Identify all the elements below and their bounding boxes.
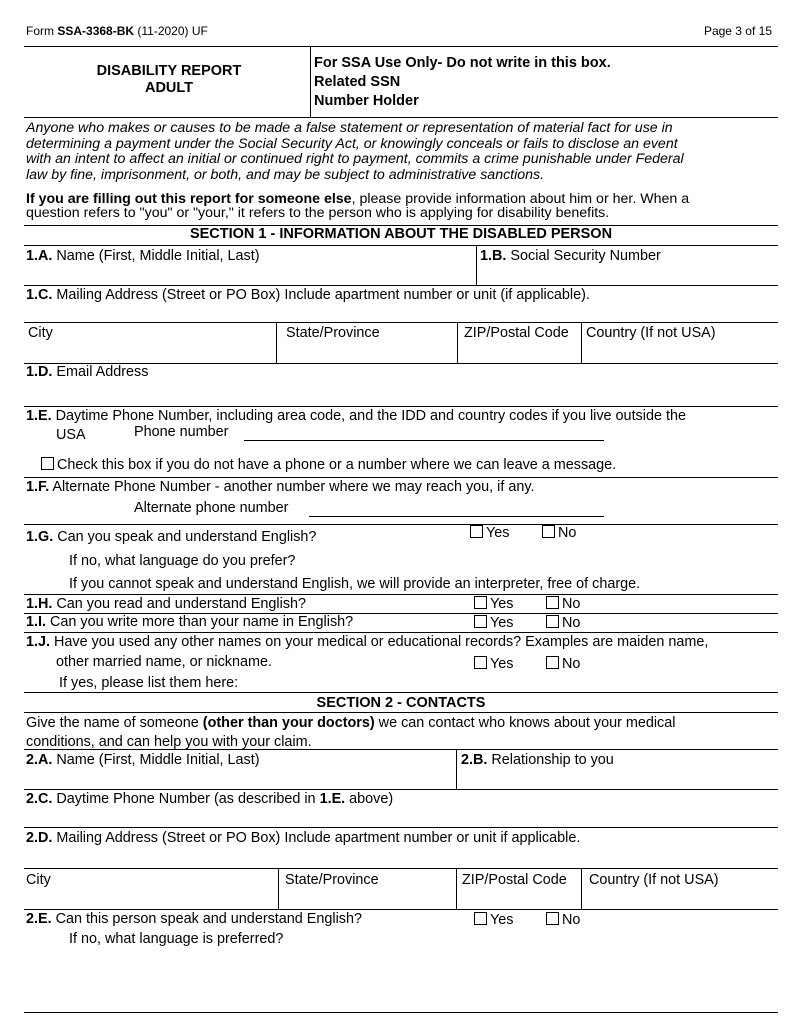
divider xyxy=(581,868,582,909)
relationship-input[interactable] xyxy=(462,770,776,788)
contact-language-input[interactable] xyxy=(314,931,768,949)
q1g-no-checkbox[interactable] xyxy=(542,525,555,538)
email-input[interactable] xyxy=(28,384,772,402)
q1g-yes-checkbox[interactable] xyxy=(470,525,483,538)
ssn-input[interactable] xyxy=(482,266,776,284)
contact-city-label: City xyxy=(26,872,51,888)
phone-number-input[interactable] xyxy=(246,424,606,441)
divider xyxy=(24,524,778,525)
q1j-line2: other married name, or nickname. xyxy=(56,654,272,670)
q2e-language-label: If no, what language is preferred? xyxy=(69,931,284,947)
q1d-label: 1.D. Email Address xyxy=(26,364,149,380)
q1g-no-option: No xyxy=(542,525,576,542)
contact-address-input[interactable] xyxy=(28,848,772,866)
section-1-title: SECTION 1 - INFORMATION ABOUT THE DISABLED PERSON xyxy=(189,226,613,242)
q1h-label: 1.H. Can you read and understand English? xyxy=(26,596,307,612)
divider xyxy=(24,406,778,407)
q1g-language-label: If no, what language do you prefer? xyxy=(69,553,296,569)
q2c-label: 2.C. Daytime Phone Number (as described in 1.E. above) xyxy=(26,791,394,807)
q1g-yes-option: Yes xyxy=(470,525,509,542)
q2b-label: 2.B. Relationship to you xyxy=(461,752,614,768)
divider xyxy=(24,712,778,713)
form-number: Form SSA-3368-BK (11-2020) UF xyxy=(26,24,208,38)
contact-name-input[interactable] xyxy=(28,770,452,788)
q1e-label: 1.E. Daytime Phone Number, including area code, and the IDD and country codes if you live outside the xyxy=(26,408,686,424)
q1j-line3: If yes, please list them here: xyxy=(59,675,239,691)
q1c-label: 1.C. Mailing Address (Street or PO Box) Include apartment number or unit (if applicable). xyxy=(26,287,590,303)
no-phone-checkbox[interactable] xyxy=(41,457,54,470)
q1b-label: 1.B. Social Security Number xyxy=(480,248,661,264)
q1h-no-option: No xyxy=(546,596,580,613)
q1i-label: 1.I. Can you write more than your name in English? xyxy=(26,614,354,630)
section-2-intro: Give the name of someone (other than your doctors) we can contact who knows about your medical conditions, and can help you with your claim. xyxy=(26,715,676,750)
divider xyxy=(24,749,778,750)
q1h-yes-option: Yes xyxy=(474,596,513,613)
contact-zip-input[interactable] xyxy=(462,890,580,908)
divider xyxy=(24,827,778,828)
name-input[interactable] xyxy=(28,266,472,284)
q2e-label: 2.E. Can this person speak and understand English? xyxy=(26,911,363,927)
city-label: City xyxy=(28,325,53,341)
divider xyxy=(24,322,778,323)
q1j-label: 1.J. Have you used any other names on your medical or educational records? Examples are maiden name, xyxy=(26,634,709,650)
state-input[interactable] xyxy=(282,344,456,362)
interpreter-note: If you cannot speak and understand English, we will provide an interpreter, free of charge. xyxy=(69,576,641,592)
country-label: Country (If not USA) xyxy=(586,325,716,341)
divider xyxy=(24,868,778,869)
q1i-yes-option: Yes xyxy=(474,615,513,632)
q1i-yes-checkbox[interactable] xyxy=(474,615,487,628)
contact-zip-label: ZIP/Postal Code xyxy=(462,872,567,888)
divider xyxy=(24,632,778,633)
divider xyxy=(24,909,778,910)
divider xyxy=(24,285,778,286)
form-title: DISABILITY REPORT ADULT xyxy=(96,63,242,96)
ssa-use-only-box: For SSA Use Only- Do not write in this box. Related SSN Number Holder xyxy=(314,55,611,109)
q1i-no-option: No xyxy=(546,615,580,632)
divider xyxy=(24,1012,778,1013)
city-input[interactable] xyxy=(28,344,276,362)
q2a-label: 2.A. Name (First, Middle Initial, Last) xyxy=(26,752,260,768)
q1j-no-checkbox[interactable] xyxy=(546,656,559,669)
q1a-label: 1.A. Name (First, Middle Initial, Last) xyxy=(26,248,260,264)
divider xyxy=(457,322,458,363)
q2e-no-checkbox[interactable] xyxy=(546,912,559,925)
alt-phone-label: Alternate phone number xyxy=(134,500,289,516)
q1f-label: 1.F. Alternate Phone Number - another number where we may reach you, if any. xyxy=(26,479,535,495)
divider xyxy=(24,117,778,118)
mailing-address-input[interactable] xyxy=(28,304,772,322)
page-number: Page 3 of 15 xyxy=(703,24,772,38)
alt-phone-input[interactable] xyxy=(311,500,606,517)
contact-state-input[interactable] xyxy=(284,890,456,908)
q1i-no-checkbox[interactable] xyxy=(546,615,559,628)
preferred-language-input[interactable] xyxy=(324,553,768,571)
divider xyxy=(456,749,457,789)
contact-country-label: Country (If not USA) xyxy=(589,872,719,888)
divider xyxy=(278,868,279,909)
form-page xyxy=(24,0,778,1035)
divider xyxy=(310,46,311,117)
divider xyxy=(24,692,778,693)
q2d-label: 2.D. Mailing Address (Street or PO Box) Include apartment number or unit if applicable. xyxy=(26,830,581,846)
zip-label: ZIP/Postal Code xyxy=(464,325,569,341)
zip-input[interactable] xyxy=(462,344,580,362)
divider xyxy=(456,868,457,909)
q1e-usa: USA xyxy=(56,427,86,443)
q2e-no-option: No xyxy=(546,912,580,929)
q1g-label: 1.G. Can you speak and understand English? xyxy=(26,529,317,545)
q2e-yes-option: Yes xyxy=(474,912,513,929)
q1j-yes-checkbox[interactable] xyxy=(474,656,487,669)
q2e-yes-checkbox[interactable] xyxy=(474,912,487,925)
q1j-no-option: No xyxy=(546,656,580,673)
contact-phone-input[interactable] xyxy=(28,808,772,826)
q1h-no-checkbox[interactable] xyxy=(546,596,559,609)
state-label: State/Province xyxy=(286,325,380,341)
no-phone-option: Check this box if you do not have a phone or a number where we can leave a message. xyxy=(41,457,616,474)
contact-state-label: State/Province xyxy=(285,872,379,888)
divider xyxy=(581,322,582,363)
phone-number-label: Phone number xyxy=(134,424,229,440)
q1h-yes-checkbox[interactable] xyxy=(474,596,487,609)
contact-country-input[interactable] xyxy=(586,890,776,908)
divider xyxy=(24,594,778,595)
divider xyxy=(276,322,277,363)
section-2-title: SECTION 2 - CONTACTS xyxy=(316,695,486,711)
divider xyxy=(476,245,477,285)
country-input[interactable] xyxy=(586,344,776,362)
divider xyxy=(24,245,778,246)
divider xyxy=(24,477,778,478)
q1j-yes-option: Yes xyxy=(474,656,513,673)
someone-else-instructions: If you are filling out this report for someone else, please provide information about him or her. When a question refers to "you" or "your," it refers to the person who is applying for disability benefits. xyxy=(26,191,690,221)
false-statement-warning: Anyone who makes or causes to be made a false statement or representation of material fact for use in determining a payment under the Social Security Act, or knowingly conceals or fails to disclose an event with an intent to affect an initial or continued right to payment, commits a crime punishable under Federal law by fine, imprisonment, or both, and may be subject to administrative sanctions. xyxy=(26,120,684,183)
divider xyxy=(24,46,778,47)
other-names-input[interactable] xyxy=(264,675,768,693)
divider xyxy=(24,789,778,790)
contact-city-input[interactable] xyxy=(28,890,278,908)
